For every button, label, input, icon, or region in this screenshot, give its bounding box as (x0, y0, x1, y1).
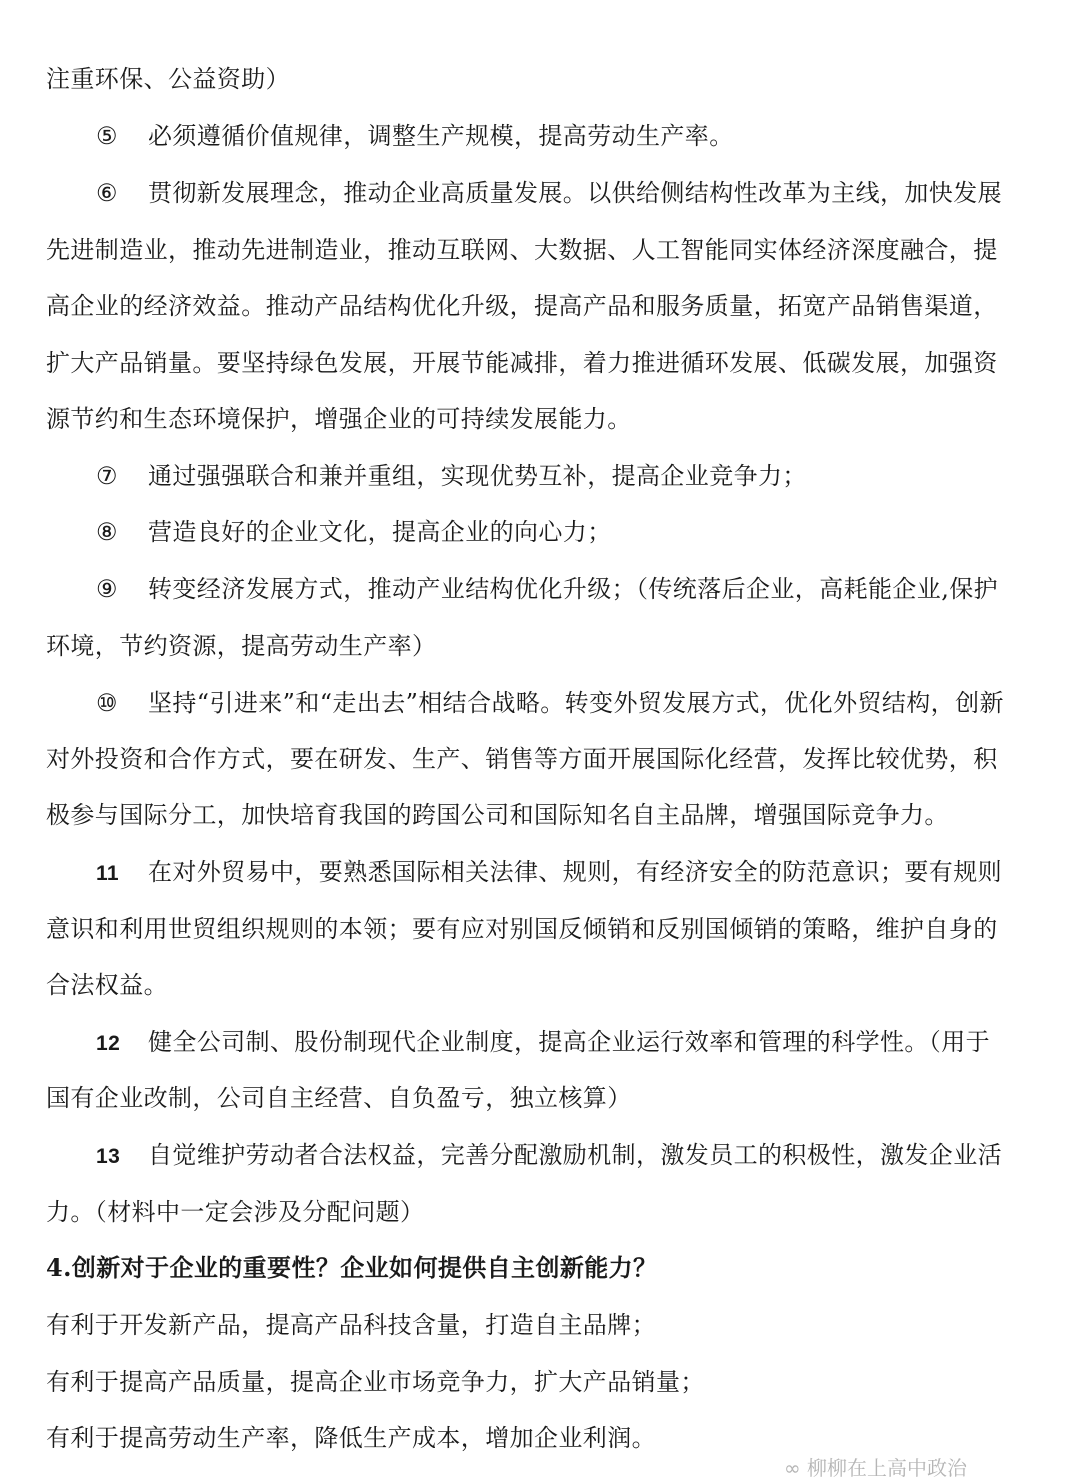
list-item-9: ⑨ 转变经济发展方式，推动产业结构优化升级；（传统落后企业，高耗能企业,保护 (96, 575, 999, 603)
section-heading: 4.创新对于企业的重要性？企业如何提供自主创新能力？ (46, 1253, 658, 1282)
paragraph-line: 极参与国际分工，加快培育我国的跨国公司和国际知名自主品牌，增强国际竞争力。 (46, 801, 949, 829)
paragraph-line: 有利于开发新产品，提高产品科技含量，打造自主品牌； (46, 1311, 656, 1339)
paragraph-line: 意识和利用世贸组织规则的本领；要有应对别国反倾销和反别国倾销的策略，维护自身的 (46, 915, 998, 943)
paragraph-line: 高企业的经济效益。推动产品结构优化升级，提高产品和服务质量，拓宽产品销售渠道， (46, 292, 998, 320)
item-number: ⑨ (96, 575, 118, 603)
item-number: ⑤ (96, 122, 118, 150)
paragraph-line: 环境，节约资源，提高劳动生产率） (46, 632, 437, 660)
paragraph-line: 源节约和生态环境保护，增强企业的可持续发展能力。 (46, 405, 632, 433)
list-item-12: 12 健全公司制、股份制现代企业制度，提高企业运行效率和管理的科学性。（用于 (96, 1027, 990, 1059)
list-item-10: ⑩ 坚持“引进来”和“走出去”相结合战略。转变外贸发展方式，优化外贸结构，创新 (96, 689, 1004, 717)
list-item-7: ⑦ 通过强强联合和兼并重组，实现优势互补，提高企业竞争力； (96, 462, 807, 490)
paragraph-line: 合法权益。 (46, 971, 168, 999)
paragraph-line: 对外投资和合作方式，要在研发、生产、销售等方面开展国际化经营，发挥比较优势，积 (46, 745, 998, 773)
item-number: 11 (96, 862, 119, 885)
list-item-11: 11 在对外贸易中，要熟悉国际相关法律、规则，有经济安全的防范意识；要有规则 (96, 857, 1002, 889)
list-item-6: ⑥ 贯彻新发展理念，推动企业高质量发展。以供给侧结构性改革为主线，加快发展 (96, 179, 1002, 207)
item-number: ⑥ (96, 179, 118, 207)
item-number: ⑦ (96, 462, 118, 490)
paragraph-line: 有利于提高产品质量，提高企业市场竞争力，扩大产品销量； (46, 1368, 705, 1396)
paragraph-line: 力。（材料中一定会涉及分配问题） (46, 1198, 425, 1226)
list-item-5: ⑤ 必须遵循价值规律，调整生产规模，提高劳动生产率。 (96, 122, 734, 150)
paragraph-line: 有利于提高劳动生产率，降低生产成本，增加企业利润。 (46, 1424, 656, 1452)
paragraph-line: 扩大产品销量。要坚持绿色发展，开展节能减排，着力推进循环发展、低碳发展，加强资 (46, 349, 998, 377)
list-item-8: ⑧ 营造良好的企业文化，提高企业的向心力； (96, 518, 612, 546)
list-item-13: 13 自觉维护劳动者合法权益，完善分配激励机制，激发员工的积极性，激发企业活 (96, 1140, 1002, 1172)
item-number: 13 (96, 1145, 121, 1168)
item-number: ⑩ (96, 689, 118, 717)
paragraph-line: 国有企业改制，公司自主经营、自负盈亏，独立核算） (46, 1084, 632, 1112)
item-number: ⑧ (96, 518, 118, 546)
watermark: ∞ 柳柳在上高中政治 (784, 1456, 968, 1480)
item-number: 12 (96, 1032, 121, 1055)
paragraph-line: 先进制造业，推动先进制造业，推动互联网、大数据、人工智能同实体经济深度融合，提 (46, 236, 998, 264)
paragraph-line: 注重环保、公益资助） (46, 65, 290, 93)
